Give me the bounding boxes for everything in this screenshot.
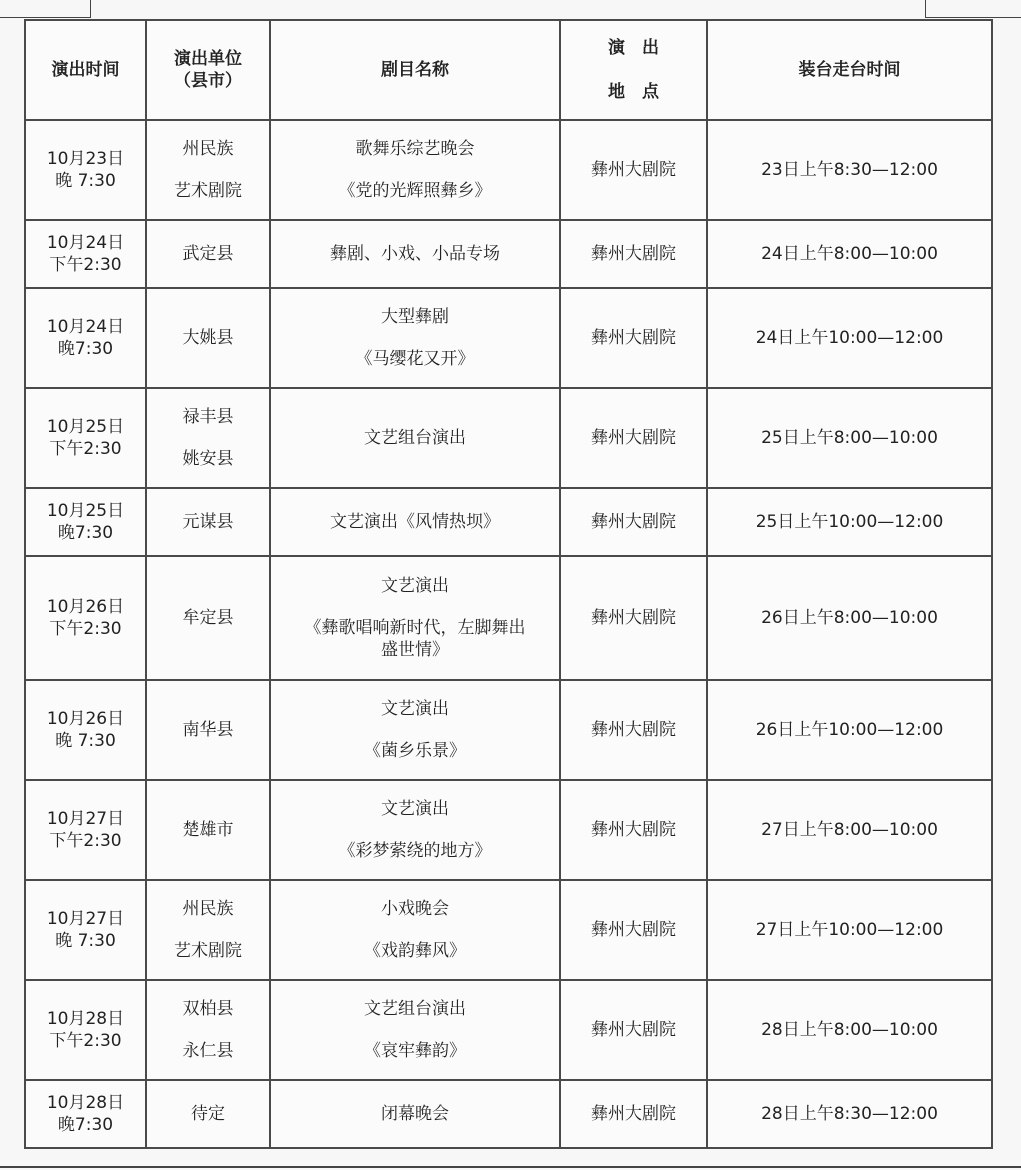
table-row: [25, 780, 992, 880]
top-tick-right: [925, 0, 926, 18]
cell-time: 10月25日 晚7:30: [25, 488, 146, 556]
schedule-table: [24, 19, 993, 1149]
cell-time: 10月25日 下午2:30: [25, 388, 146, 488]
top-line-right: [925, 17, 1021, 18]
cell-unit: 武定县: [146, 220, 270, 288]
cell-program: 文艺组台演出 《哀牢彝韵》: [270, 980, 560, 1080]
cell-setup: 26日上午8:00—10:00: [707, 556, 992, 680]
cell-unit: 禄丰县 姚安县: [146, 388, 270, 488]
top-frame-lines: [0, 0, 1021, 20]
cell-place: 彝州大剧院: [560, 120, 707, 220]
cell-setup: 25日上午10:00—12:00: [707, 488, 992, 556]
table-row: [25, 488, 992, 556]
top-tick-left: [90, 0, 91, 18]
cell-unit: 元谋县: [146, 488, 270, 556]
header-program: 剧目名称: [270, 20, 560, 120]
header-time: 演出时间: [25, 20, 146, 120]
cell-setup: 26日上午10:00—12:00: [707, 680, 992, 780]
cell-unit: 州民族 艺术剧院: [146, 880, 270, 980]
table-row: [25, 680, 992, 780]
cell-unit: 大姚县: [146, 288, 270, 388]
cell-unit: 双柏县 永仁县: [146, 980, 270, 1080]
cell-place: 彝州大剧院: [560, 288, 707, 388]
cell-place: 彝州大剧院: [560, 780, 707, 880]
cell-program: 小戏晚会 《戏韵彝风》: [270, 880, 560, 980]
cell-unit: 南华县: [146, 680, 270, 780]
table-row: [25, 556, 992, 680]
cell-setup: 27日上午8:00—10:00: [707, 780, 992, 880]
header-place: 演 出 地 点: [560, 20, 707, 120]
cell-time: 10月24日 下午2:30: [25, 220, 146, 288]
table-row: [25, 288, 992, 388]
cell-place: 彝州大剧院: [560, 1080, 707, 1148]
cell-place: 彝州大剧院: [560, 388, 707, 488]
cell-unit: 待定: [146, 1080, 270, 1148]
cell-program: 大型彝剧 《马缨花又开》: [270, 288, 560, 388]
cell-unit: 州民族 艺术剧院: [146, 120, 270, 220]
cell-setup: 24日上午10:00—12:00: [707, 288, 992, 388]
table-header-row: [25, 20, 992, 120]
header-unit: 演出单位 （县市）: [146, 20, 270, 120]
table-row: [25, 880, 992, 980]
table-row: [25, 388, 992, 488]
cell-program: 闭幕晚会: [270, 1080, 560, 1148]
cell-place: 彝州大剧院: [560, 556, 707, 680]
cell-program: 歌舞乐综艺晚会 《党的光辉照彝乡》: [270, 120, 560, 220]
table-row: [25, 220, 992, 288]
cell-time: 10月27日 晚 7:30: [25, 880, 146, 980]
cell-unit: 牟定县: [146, 556, 270, 680]
cell-setup: 27日上午10:00—12:00: [707, 880, 992, 980]
cell-program: 彝剧、小戏、小品专场: [270, 220, 560, 288]
cell-place: 彝州大剧院: [560, 220, 707, 288]
cell-time: 10月26日 下午2:30: [25, 556, 146, 680]
cell-setup: 28日上午8:30—12:00: [707, 1080, 992, 1148]
cell-setup: 25日上午8:00—10:00: [707, 388, 992, 488]
bottom-line: [0, 1166, 1021, 1168]
cell-time: 10月28日 下午2:30: [25, 980, 146, 1080]
cell-time: 10月26日 晚 7:30: [25, 680, 146, 780]
table-row: [25, 980, 992, 1080]
cell-unit: 楚雄市: [146, 780, 270, 880]
cell-place: 彝州大剧院: [560, 980, 707, 1080]
top-line-left: [0, 17, 91, 18]
cell-place: 彝州大剧院: [560, 880, 707, 980]
table-row: [25, 1080, 992, 1148]
cell-time: 10月23日 晚 7:30: [25, 120, 146, 220]
cell-program: 文艺演出 《彝歌唱响新时代，左脚舞出 盛世情》: [270, 556, 560, 680]
cell-setup: 23日上午8:30—12:00: [707, 120, 992, 220]
cell-setup: 24日上午8:00—10:00: [707, 220, 992, 288]
table-row: [25, 120, 992, 220]
header-setup: 装台走台时间: [707, 20, 992, 120]
cell-time: 10月24日 晚7:30: [25, 288, 146, 388]
table-body: [25, 120, 992, 1148]
cell-place: 彝州大剧院: [560, 680, 707, 780]
cell-program: 文艺演出 《菌乡乐景》: [270, 680, 560, 780]
cell-setup: 28日上午8:00—10:00: [707, 980, 992, 1080]
cell-program: 文艺演出《风情热坝》: [270, 488, 560, 556]
cell-program: 文艺组台演出: [270, 388, 560, 488]
cell-time: 10月28日 晚7:30: [25, 1080, 146, 1148]
cell-program: 文艺演出 《彩梦萦绕的地方》: [270, 780, 560, 880]
cell-time: 10月27日 下午2:30: [25, 780, 146, 880]
cell-place: 彝州大剧院: [560, 488, 707, 556]
